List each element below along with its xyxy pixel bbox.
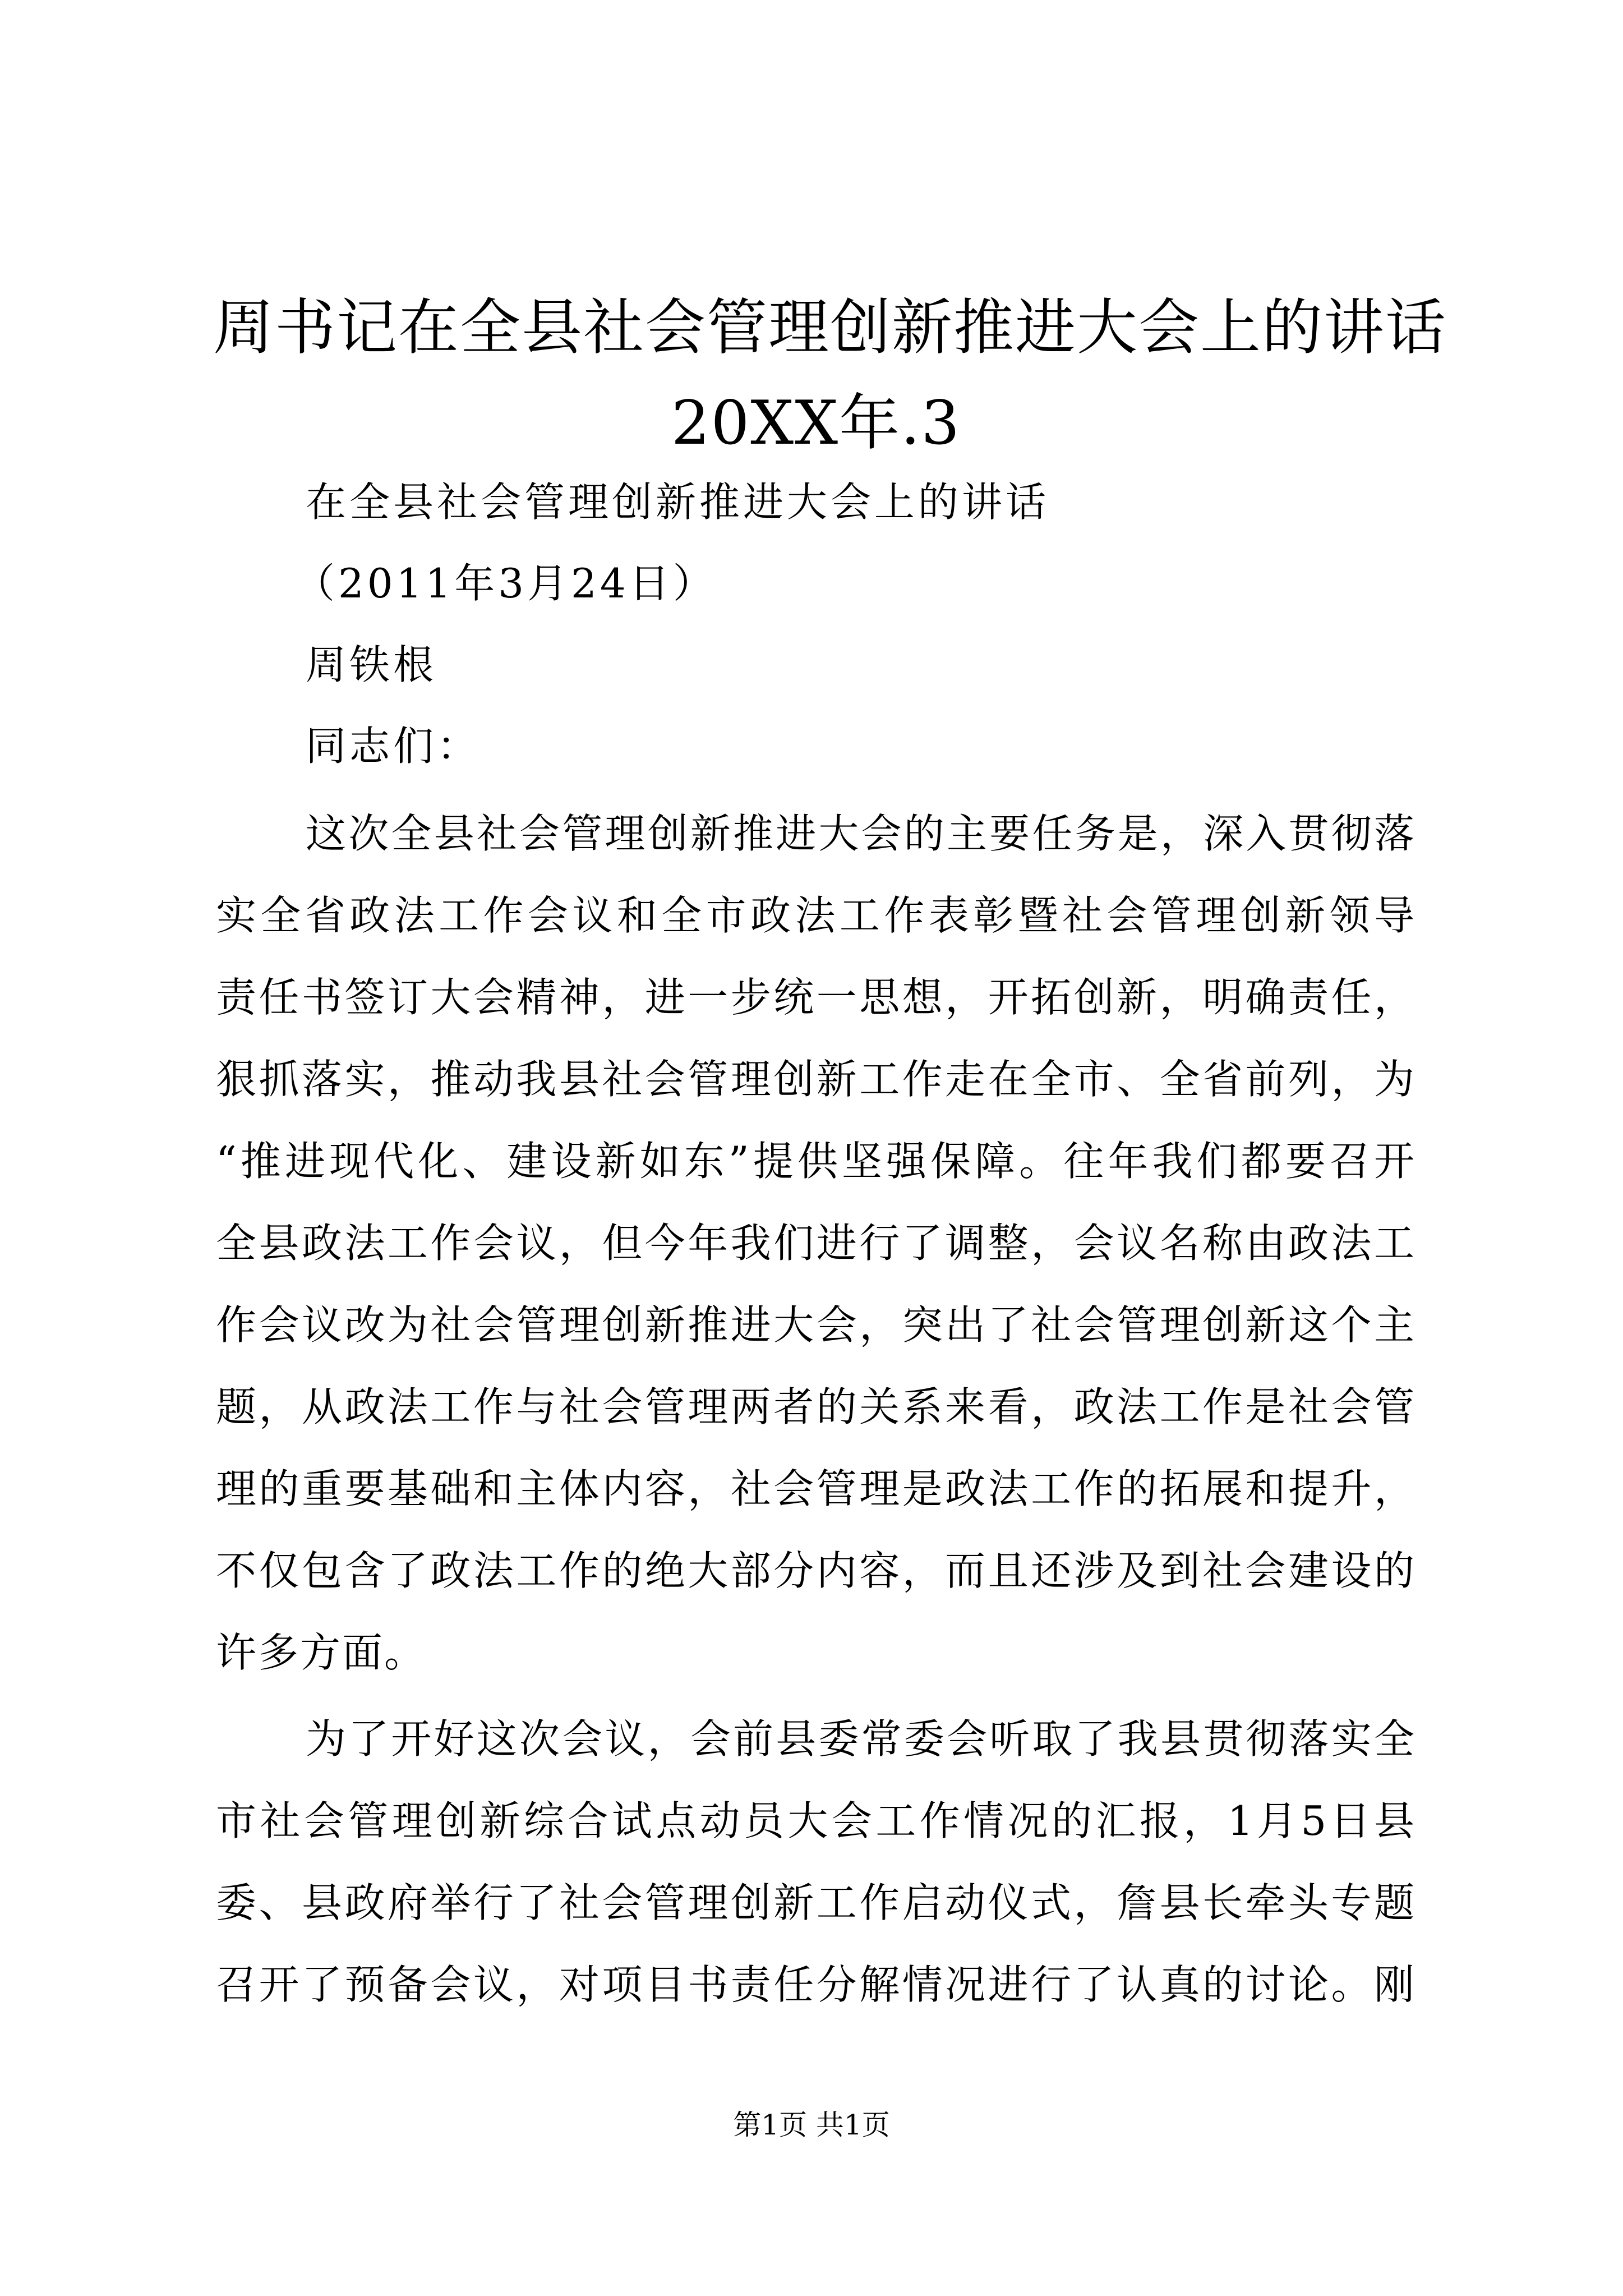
paragraph-2 bbox=[216, 1698, 1416, 2026]
paragraph-line: 召开了预备会议，对项目书责任分解情况进行了认真的讨论。刚 bbox=[216, 1961, 1416, 2008]
paragraph-line: 理的重要基础和主体内容，社会管理是政法工作的拓展和提升， bbox=[216, 1465, 1416, 1512]
paragraph-line: 为了开好这次会议，会前县委常委会听取了我县贯彻落实全 bbox=[306, 1715, 1416, 1763]
paragraph-line: 题，从政法工作与社会管理两者的关系来看，政法工作是社会管 bbox=[216, 1383, 1416, 1430]
salutation: 同志们： bbox=[306, 723, 481, 770]
author: 周铁根 bbox=[306, 641, 437, 688]
paragraph-line: 实全省政法工作会议和全市政法工作表彰暨社会管理创新领导 bbox=[216, 892, 1416, 939]
page-footer: 第1页 共1页 bbox=[733, 2109, 890, 2141]
paragraph-line: 作会议改为社会管理创新推进大会，突出了社会管理创新这个主 bbox=[216, 1301, 1416, 1349]
subtitle: 在全县社会管理创新推进大会上的讲话 bbox=[306, 478, 1050, 526]
title-line-1: 周书记在全县社会管理创新推进大会上的讲话 bbox=[213, 293, 1447, 363]
paragraph-line: 许多方面。 bbox=[216, 1629, 427, 1676]
date-line: （2011年3月24日） bbox=[294, 560, 717, 607]
document-title bbox=[213, 280, 1447, 471]
paragraph-1 bbox=[216, 793, 1416, 1694]
paragraph-line: 责任书签订大会精神，进一步统一思想，开拓创新，明确责任， bbox=[216, 974, 1416, 1021]
paragraph-line: 全县政法工作会议，但今年我们进行了调整，会议名称由政法工 bbox=[216, 1220, 1416, 1267]
paragraph-line: 委、县政府举行了社会管理创新工作启动仪式，詹县长牵头专题 bbox=[216, 1879, 1416, 1926]
paragraph-line: “推进现代化、建设新如东”提供坚强保障。往年我们都要召开 bbox=[216, 1138, 1416, 1185]
paragraph-line: 这次全县社会管理创新推进大会的主要任务是，深入贯彻落 bbox=[306, 810, 1416, 857]
paragraph-line: 不仅包含了政法工作的绝大部分内容，而且还涉及到社会建设的 bbox=[216, 1547, 1416, 1594]
paragraph-line: 市社会管理创新综合试点动员大会工作情况的汇报，1月5日县 bbox=[216, 1797, 1416, 1844]
paragraph-line: 狠抓落实，推动我县社会管理创新工作走在全市、全省前列，为 bbox=[216, 1056, 1416, 1103]
title-line-2: 20XX年.3 bbox=[671, 388, 961, 458]
